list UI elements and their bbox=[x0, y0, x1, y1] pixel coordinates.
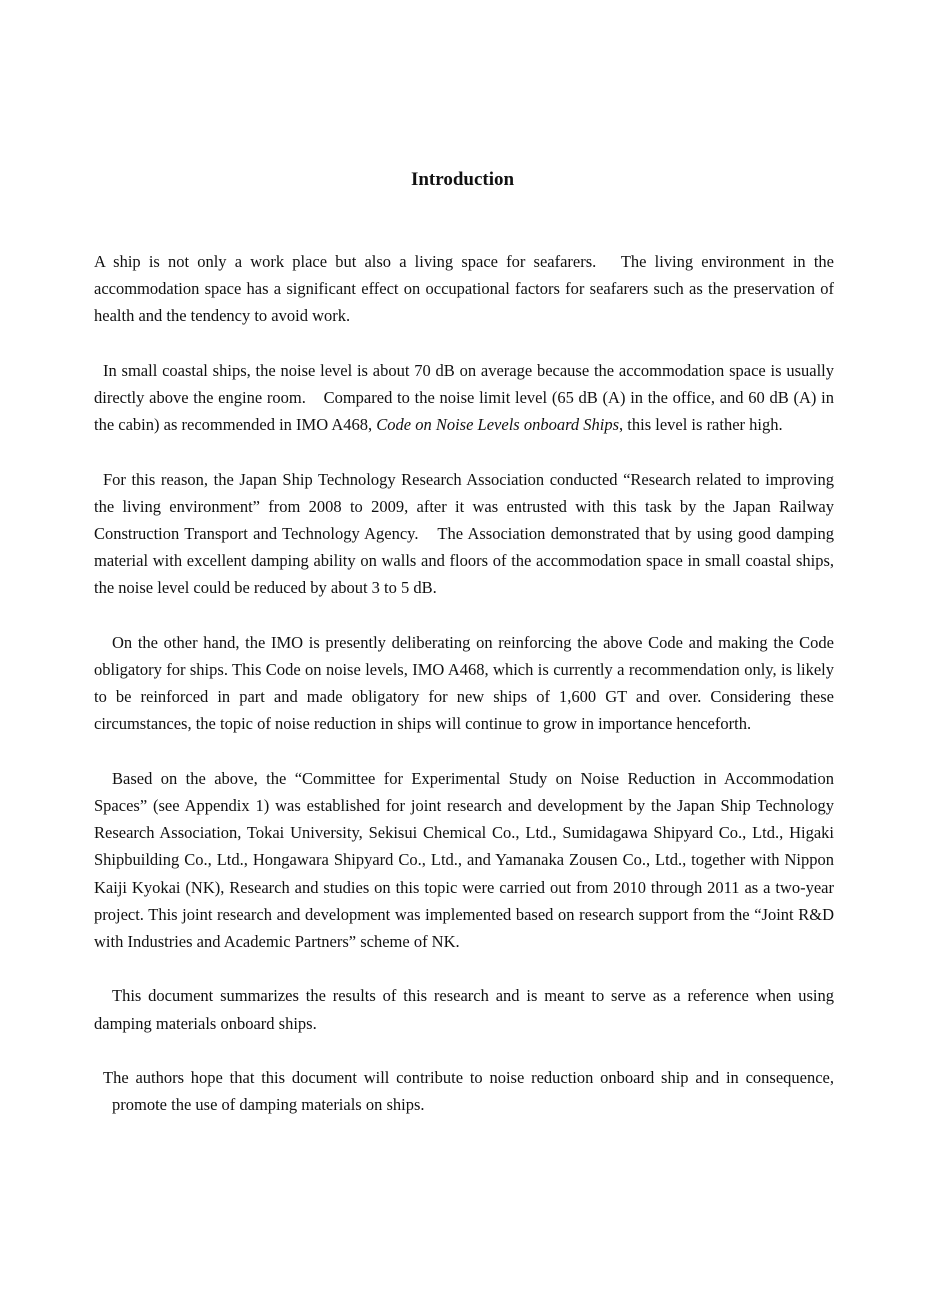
paragraph-3: For this reason, the Japan Ship Technology Research Association conducted “Research related to improving the living environment” from 2008 to 2009, after it was entrusted with this task by the Japan Railway Construction Transport and Technology Agency. The Association demonstrated that by using good damping material with excellent damping ability on walls and floors of the accommodation space in small coastal ships, the noise level could be reduced by about 3 to 5 dB. bbox=[94, 469, 834, 598]
paragraph-2-code-title: Code on Noise Levels onboard Ships bbox=[376, 415, 620, 435]
paragraph-2-text: In small coastal ships, the noise level is about 70 dB on average because the accommodation space is usually directly above the engine room. Compared to the noise limit level (65 dB (A) in the office, and 60 dB (A) in the cabin) as recommended in IMO A468, bbox=[94, 360, 834, 435]
paragraph-2-tail: , this level is rather high. bbox=[619, 415, 783, 435]
paragraph-7: The authors hope that this document will contribute to noise reduction onboard ship and in consequence, promote the use of damping materials on ships. bbox=[103, 1068, 834, 1115]
paragraph-2 bbox=[94, 357, 834, 439]
page-title: Introduction bbox=[410, 169, 515, 190]
paragraph-5: Based on the above, the “Committee for Experimental Study on Noise Reduction in Accommodation Spaces” (see Appendix 1) was established for joint research and development by the Japan Ship Technology Research Association, Tokai University, Sekisui Chemical Co., Ltd., Sumidagawa Shipyard Co., Ltd., Higaki Shipbuilding Co., Ltd., Hongawara Shipyard Co., Ltd., and Yamanaka Zousen Co., Ltd., together with Nippon Kaiji Kyokai (NK), Research and studies on this topic were carried out from 2010 through 2011 as a two-year project. This joint research and development was implemented based on research support from the “Joint R&D with Industries and Academic Partners” scheme of NK. bbox=[94, 768, 834, 952]
paragraph-1: A ship is not only a work place but also a living space for seafarers. The living environment in the accommodation space has a significant effect on occupational factors for seafarers such as the preservation of health and the tendency to avoid work. bbox=[94, 252, 834, 326]
paragraph-4: On the other hand, the IMO is presently deliberating on reinforcing the above Code and making the Code obligatory for ships. This Code on noise levels, IMO A468, which is currently a recommendation only, is likely to be reinforced in part and made obligatory for new ships of 1,600 GT and over. Considering these circumstances, the topic of noise reduction in ships will continue to grow in importance henceforth. bbox=[94, 632, 834, 734]
paragraph-6: This document summarizes the results of this research and is meant to serve as a reference when using damping materials onboard ships. bbox=[94, 986, 834, 1033]
introduction-body bbox=[94, 248, 834, 1118]
